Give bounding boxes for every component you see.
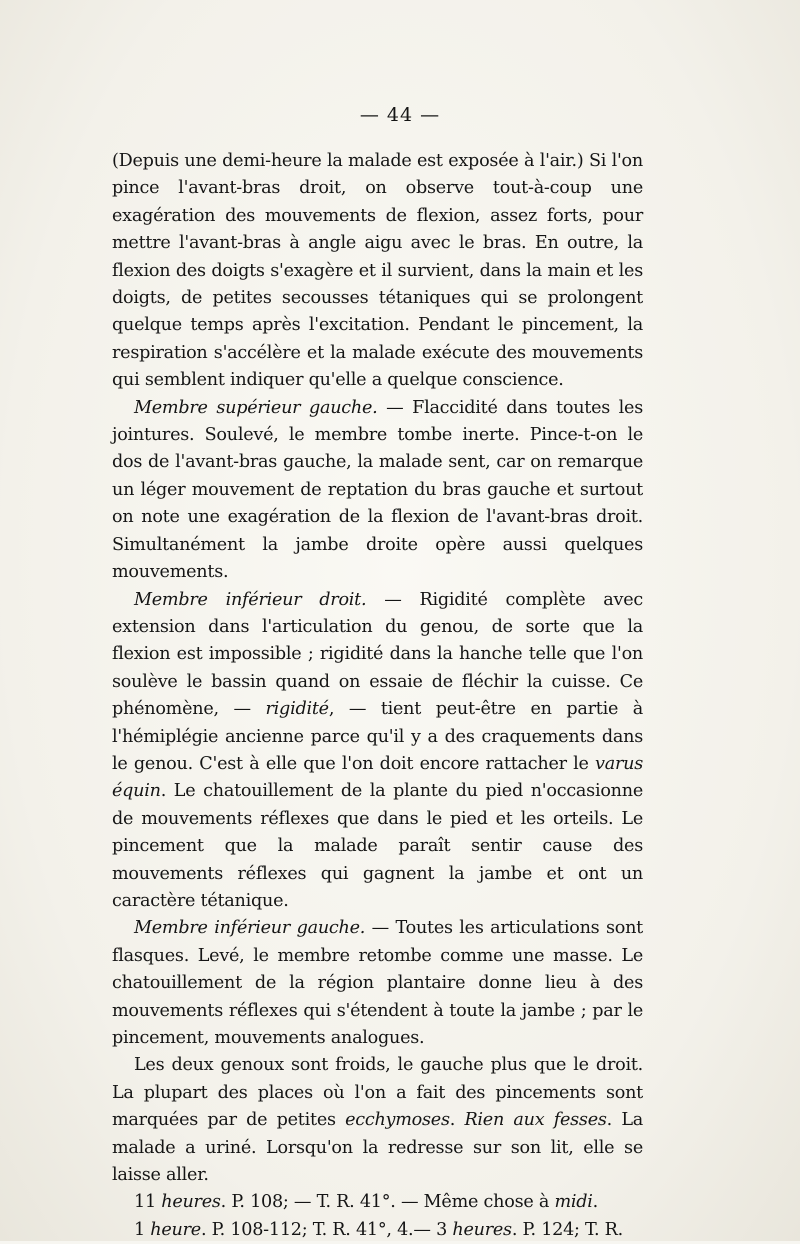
text-run: — Flaccidité dans toutes les jointures. Soulevé, le membre tombe inerte. Pince-t-on le dos de l'avant-bras gauche, la malade sent, car on remarque un léger mouvement de reptation du bras gauche et surtout on note une exagération de la flexion de l'avant-bras droit. Simultanément la jambe droite opère aussi quelques mouvements. <box>112 397 643 583</box>
text-run: . P. 124; T. R. <box>511 1219 623 1240</box>
text-run: (Depuis une demi-heure la malade est exposée à l'air.) Si l'on pince l'avant-bras droit, on observe tout-à-coup une exagération des mouvements de flexion, assez forts, pour mettre l'avant-bras à angle aigu avec le bras. En outre, la flexion des doigts s'exagère et il survient, dans la main et les doigts, de petites secousses tétaniques qui se prolongent quelque temps après l'excitation. Pendant le pincement, la respiration s'accélère et la malade exécute des mouvements qui semblent indiquer qu'elle a quelque conscience. <box>112 151 643 391</box>
text-run: . La malade a uriné. Lorsqu'on la redresse sur son lit, elle se laisse aller. <box>112 1110 644 1186</box>
paragraph-5 <box>112 1052 643 1189</box>
paragraph-3 <box>112 587 643 916</box>
text-run: , — tient peut-être en partie à l'hémiplégie ancienne parce qu'il y a des craquements dans le genou. C'est à elle que l'on doit encore rattacher le <box>112 699 643 774</box>
text-run: 1 <box>134 1219 151 1240</box>
italic-term: heures <box>452 1219 512 1240</box>
paragraph-1 <box>112 148 643 395</box>
text-run: . <box>449 1110 465 1131</box>
section-heading-left-upper-limb: Membre supérieur gauche. <box>134 397 378 418</box>
text-run: 11 <box>134 1192 162 1213</box>
body-text <box>112 148 643 1244</box>
paragraph-4 <box>112 915 643 1052</box>
section-heading-right-lower-limb: Membre inférieur droit. <box>134 589 367 610</box>
text-run: — Rigidité complète avec extension dans l'articulation du genou, de sorte que la flexion est impossible ; rigidité dans la hanche telle que l'on soulève le bassin quand on essaie de fléchir la cuisse. Ce phénomène, — <box>112 589 643 720</box>
italic-term: midi <box>554 1192 593 1213</box>
paragraph-7 <box>112 1217 643 1244</box>
italic-term: varus équin <box>112 753 643 802</box>
italic-term: heures <box>161 1192 221 1213</box>
text-run: Les deux genoux sont froids, le gauche plus que le droit. La plupart des places où l'on a fait des pincements sont marquées par de petites <box>112 1055 643 1131</box>
page-number: — 44 — <box>359 104 441 126</box>
text-run: . P. 108; — T. R. 41°. — Même chose à <box>220 1192 555 1213</box>
section-heading-left-lower-limb: Membre inférieur gauche. <box>134 918 366 939</box>
text-run: — Toutes les articulations sont flasques. Levé, le membre retombe comme une masse. Le chatouillement de la région plantaire donne lieu à des mouvements réflexes qui s'étendent à toute la jambe ; par le pincement, mouvements analogues. <box>112 918 643 1048</box>
italic-term: Rien aux fesses <box>464 1110 607 1131</box>
italic-term: heure <box>150 1219 201 1240</box>
text-run: . Le chatouillement de la plante du pied n'occasionne de mouvements réflexes que dans le pied et les orteils. Le pincement que la malade paraît sentir cause des mouvements réflexes qui gagnent la jambe et ont un caractère tétanique. <box>112 781 643 911</box>
paragraph-2 <box>112 395 643 587</box>
text-run: . <box>592 1192 598 1213</box>
italic-term: ecchymoses <box>345 1110 450 1131</box>
paragraph-6 <box>112 1189 643 1216</box>
italic-term: rigidité <box>265 699 329 720</box>
text-run: . P. 108-112; T. R. 41°, 4.— 3 <box>200 1219 453 1240</box>
